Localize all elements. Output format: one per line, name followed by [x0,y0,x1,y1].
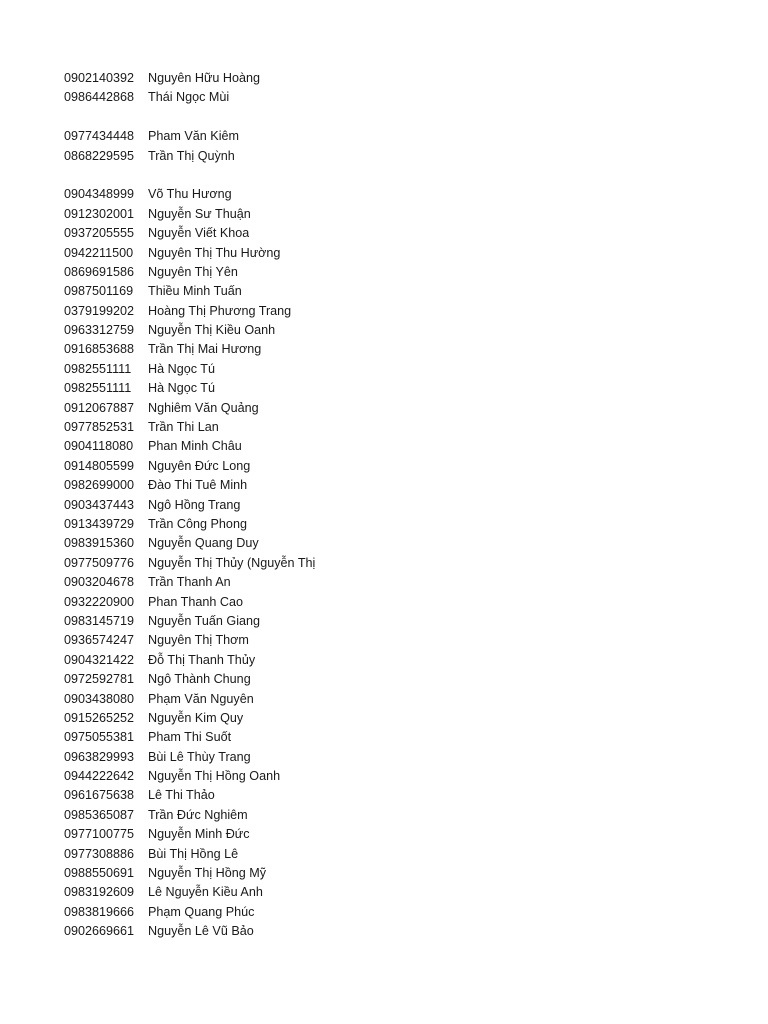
contact-name: Hà Ngọc Tú [148,361,215,376]
phone-number: 0986442868 [64,90,135,105]
phone-number: 0932220900 [64,594,135,609]
phone-number: 0902140392 [64,71,135,85]
contact-row [64,690,724,709]
contact-name: Phạm Văn Nguyên [148,691,254,706]
contact-name: Trần Thanh An [148,575,231,590]
phone-number: 0904118080 [64,439,134,454]
contact-row [64,340,724,359]
contact-row [64,864,724,883]
phone-number: 0942211500 [64,245,134,260]
contact-name: Phan Minh Châu [148,439,242,454]
phone-number: 0975055381 [64,730,135,745]
contact-row [64,108,724,127]
phone-number: 0916853688 [64,342,135,357]
contact-name: Nghiêm Văn Quảng [148,400,259,415]
phone-number: 0904348999 [64,187,135,202]
contact-row [64,457,724,476]
contact-name: Thái Ngọc Mùi [148,90,230,105]
phone-number: 0985365087 [64,807,135,822]
contact-row [64,883,724,902]
contact-name: Nguyễn Minh Đức [148,827,250,842]
contact-row [64,263,724,282]
phone-number: 0988550691 [64,866,135,881]
contact-row [64,748,724,767]
contact-row [64,379,724,398]
phone-number: 0904321422 [64,652,135,667]
contact-row [64,321,724,340]
contact-name: Nguyễn Thị Hồng Mỹ [148,866,267,881]
phone-number [64,108,148,127]
phone-number: 0912302001 [64,206,135,221]
phone-number: 0937205555 [64,226,135,241]
contact-row [64,147,724,166]
contact-row [64,496,724,515]
contact-row [64,825,724,844]
contact-name: Võ Thu Hương [148,187,232,202]
contact-name: Nguyễn Sư Thuận [148,206,251,221]
contact-row [64,670,724,689]
contact-row [64,282,724,301]
contact-row [64,806,724,825]
contact-name: Nguyễn Kim Quy [148,710,244,725]
contact-name: Nguyễn Thị Thủy (Nguyễn Thị [148,555,316,570]
contact-row [64,476,724,495]
contact-name: Trần Thi Lan [148,420,219,435]
phone-number: 0903438080 [64,691,135,706]
contact-name: Nguyên Thị Thu Hường [148,245,281,260]
contact-name: Hoàng Thị Phương Trang [148,303,292,318]
phone-number: 0903204678 [64,575,135,590]
phone-number: 0963312759 [64,323,135,338]
contact-row [64,205,724,224]
phone-number: 0983915360 [64,536,135,551]
contact-name: Đỗ Thị Thanh Thủy [148,652,256,667]
contact-row [64,69,724,88]
phone-number: 0983192609 [64,885,135,900]
contact-name: Nguyễn Thị Hồng Oanh [148,769,281,784]
contact-name: Thiều Minh Tuấn [148,284,242,299]
phone-number: 0912067887 [64,400,135,415]
contact-row [64,651,724,670]
phone-number: 0977100775 [64,827,135,842]
phone-number: 0868229595 [64,148,135,163]
contact-name: Bùi Lê Thùy Trang [148,749,251,764]
phone-number: 0977434448 [64,129,135,144]
phone-number: 0944222642 [64,769,135,784]
phone-number: 0987501169 [64,284,134,299]
contact-row [64,631,724,650]
contact-row [64,709,724,728]
contact-row [64,437,724,456]
phone-number: 0902669661 [64,924,135,939]
contact-name: Phạm Quang Phúc [148,904,255,919]
contact-row [64,127,724,146]
contact-row [64,399,724,418]
phone-number: 0982551111 [64,361,132,376]
contact-row [64,224,724,243]
contact-name: Nguyên Hữu Hoàng [148,71,261,85]
phone-number: 0977308886 [64,846,135,861]
contact-name: Nguyễn Quang Duy [148,536,259,551]
contact-row [64,728,724,747]
contact-name: Đào Thi Tuê Minh [148,478,248,493]
contact-row [64,302,724,321]
phone-number: 0913439729 [64,516,135,531]
phone-number: 0914805599 [64,458,135,473]
contact-name: Nguyễn Thị Kiều Oanh [148,323,276,338]
contact-row [64,418,724,437]
contact-row [64,767,724,786]
contact-name: Nguyễn Viết Khoa [148,226,250,241]
contact-name: Phan Thanh Cao [148,594,243,609]
phone-number: 0972592781 [64,672,135,687]
contact-name: Nguyễn Lê Vũ Bảo [148,924,254,939]
phone-number: 0982699000 [64,478,135,493]
contact-row [64,515,724,534]
contact-name: Lê Thi Thảo [148,788,215,803]
contact-row [64,534,724,553]
contact-name: Nguyên Đức Long [148,458,251,473]
phone-number: 0983145719 [64,613,135,628]
contact-row [64,88,724,107]
contact-name: Nguyễn Tuấn Giang [148,613,261,628]
phone-number: 0903437443 [64,497,135,512]
contact-row [64,360,724,379]
contact-row [64,573,724,592]
contact-row [64,845,724,864]
contact-row [64,593,724,612]
phone-number: 0869691586 [64,264,135,279]
phone-number: 0977852531 [64,420,135,435]
contact-name: Lê Nguyễn Kiều Anh [148,885,263,900]
contact-name: Bùi Thị Hồng Lê [148,846,239,861]
phone-number: 0983819666 [64,904,135,919]
contact-name: Pham Thi Suốt [148,730,232,745]
contact-row [64,922,724,941]
contact-row [64,185,724,204]
contact-name: Trần Thị Mai Hương [148,342,262,357]
phone-number: 0915265252 [64,710,135,725]
phone-number: 0982551111 [64,381,132,396]
contact-name: Ngô Thành Chung [148,672,251,687]
contact-row [64,244,724,263]
contact-row [64,166,724,185]
contact-name: Pham Văn Kiêm [148,129,239,144]
phone-number: 0961675638 [64,788,135,803]
contact-name: Nguyên Thị Yên [148,264,238,279]
phone-number: 0963829993 [64,749,135,764]
phone-number: 0977509776 [64,555,135,570]
contact-name: Ngô Hồng Trang [148,497,241,512]
contact-list [64,69,724,942]
contact-row [64,554,724,573]
phone-number [64,166,148,185]
contact-row [64,612,724,631]
contact-name: Trần Thị Quỳnh [148,148,235,163]
contact-name: Trần Đức Nghiêm [148,807,248,822]
contact-name: Hà Ngọc Tú [148,381,215,396]
contact-row [64,903,724,922]
contact-name: Nguyên Thị Thơm [148,633,249,648]
contact-row [64,786,724,805]
phone-number: 0936574247 [64,633,135,648]
contact-name: Trần Công Phong [148,516,247,531]
phone-number: 0379199202 [64,303,135,318]
